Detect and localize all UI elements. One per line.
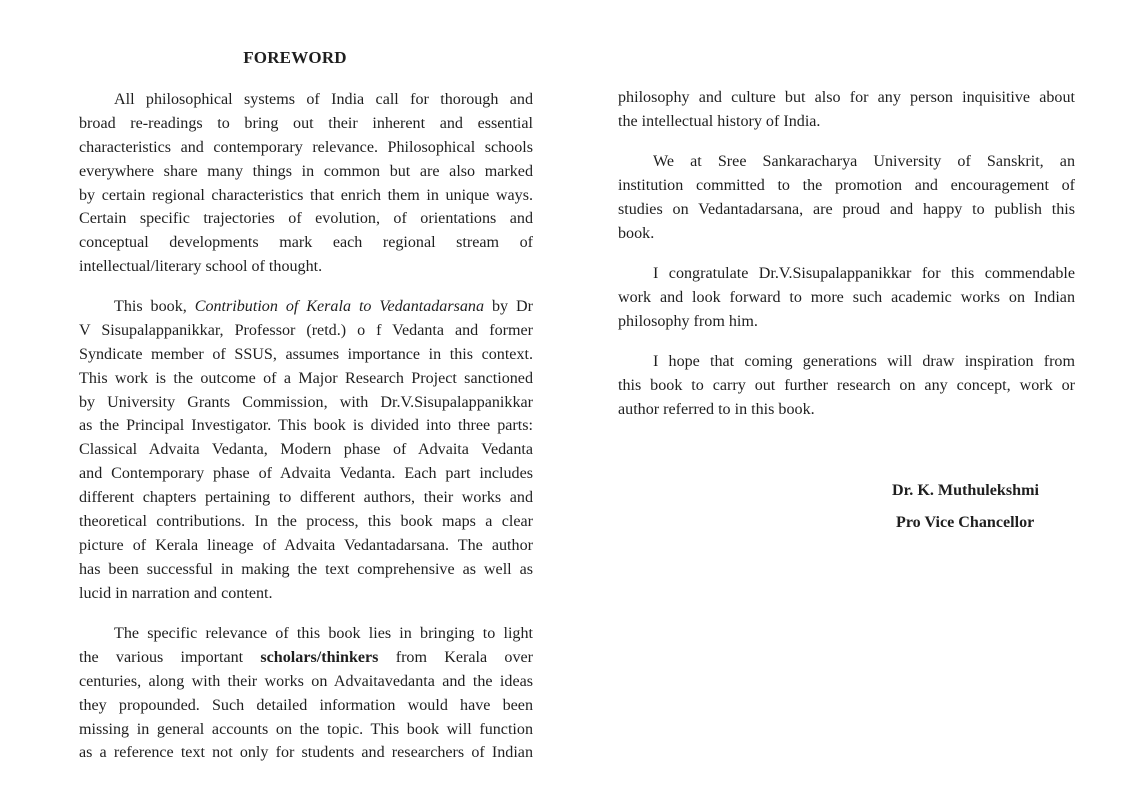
text-line: All philosophical systems of India call for thorough and xyxy=(114,91,533,108)
text-line: Certain specific trajectories of evolution, of orientations and xyxy=(79,210,533,228)
p2-intro: This book, xyxy=(114,298,195,315)
text-line: studies on Vedantadarsana, are proud and happy to publish this xyxy=(618,200,1075,218)
text-line: I hope that coming generations will draw inspiration from xyxy=(653,353,1075,370)
text-line: this book to carry out further research on any concept, work or xyxy=(618,376,1075,394)
text-line: This work is the outcome of a Major Research Project sanctioned xyxy=(79,369,533,387)
text-line: book. xyxy=(618,224,655,242)
signatory-title: Pro Vice Chancellor xyxy=(896,514,1035,531)
text-line: work and look forward to more such academic works on Indian xyxy=(618,288,1075,306)
p3-pre: the various important xyxy=(79,648,261,666)
text-line: by certain regional characteristics that enrich them in unique ways. xyxy=(79,186,533,204)
paragraph-3 xyxy=(79,622,533,765)
book-title: Contribution of Kerala to Vedantadarsana xyxy=(194,298,485,315)
text-line: intellectual/literary school of thought. xyxy=(79,258,323,276)
text-line xyxy=(79,295,533,319)
paragraph-1 xyxy=(79,88,533,279)
text-line: philosophy from him. xyxy=(618,312,758,330)
bold-phrase: scholars/thinkers xyxy=(260,648,379,666)
p2-after-title: by Dr xyxy=(484,298,533,315)
text-line: The specific relevance of this book lies in bringing to light xyxy=(114,625,533,642)
text-line: lucid in narration and content. xyxy=(79,584,273,602)
text-line: they propounded. Such detailed information would have been xyxy=(79,696,533,714)
text-line: picture of Kerala lineage of Advaita Vedantadarsana. The author xyxy=(79,536,533,554)
text-line: and Contemporary phase of Advaita Vedanta. Each part includes xyxy=(79,465,533,483)
text-line: V Sisupalappanikkar, Professor (retd.) o f Vedanta and former xyxy=(79,321,533,339)
text-line: conceptual developments mark each regional stream of xyxy=(79,234,533,252)
text-line: characteristics and contemporary relevance. Philosophical schools xyxy=(79,138,533,156)
text-line: Syndicate member of SSUS, assumes importance in this context. xyxy=(79,345,533,363)
text-line: different chapters pertaining to different authors, their works and xyxy=(79,489,533,507)
p3-post: from Kerala over xyxy=(378,648,533,666)
text-line: everywhere share many things in common but are also marked xyxy=(79,162,533,180)
text-line: philosophy and culture but also for any person inquisitive about xyxy=(618,89,1075,106)
text-line: Classical Advaita Vedanta, Modern phase of Advaita Vedanta xyxy=(79,441,533,459)
text-line: by University Grants Commission, with Dr.V.Sisupalappanikkar xyxy=(79,393,533,411)
text-line: the intellectual history of India. xyxy=(618,112,821,130)
paragraph-2 xyxy=(79,295,533,606)
text-line xyxy=(79,646,533,670)
text-line: broad re-readings to bring out their inherent and essential xyxy=(79,114,533,132)
paragraph-6 xyxy=(618,262,1075,334)
text-line: author referred to in this book. xyxy=(618,400,815,418)
text-line: missing in general accounts on the topic. This book will function xyxy=(79,720,533,738)
text-line: We at Sree Sankaracharya University of Sanskrit, an xyxy=(653,153,1075,170)
text-line: has been successful in making the text comprehensive as well as xyxy=(79,560,533,578)
text-line: institution committed to the promotion and encouragement of xyxy=(618,176,1075,194)
paragraph-5 xyxy=(618,150,1075,246)
paragraph-7 xyxy=(618,350,1075,422)
signatory-name: Dr. K. Muthulekshmi xyxy=(892,482,1039,499)
text-line: theoretical contributions. In the process, this book maps a clear xyxy=(79,513,533,531)
text-line: centuries, along with their works on Advaitavedanta and the ideas xyxy=(79,672,533,690)
text-line: as a reference text not only for students and researchers of Indian xyxy=(79,744,533,762)
text-line: I congratulate Dr.V.Sisupalappanikkar for this commendable xyxy=(653,265,1075,282)
foreword-heading: FOREWORD xyxy=(243,48,347,67)
text-line: as the Principal Investigator. This book is divided into three parts: xyxy=(79,417,533,435)
paragraph-4 xyxy=(618,86,1075,134)
